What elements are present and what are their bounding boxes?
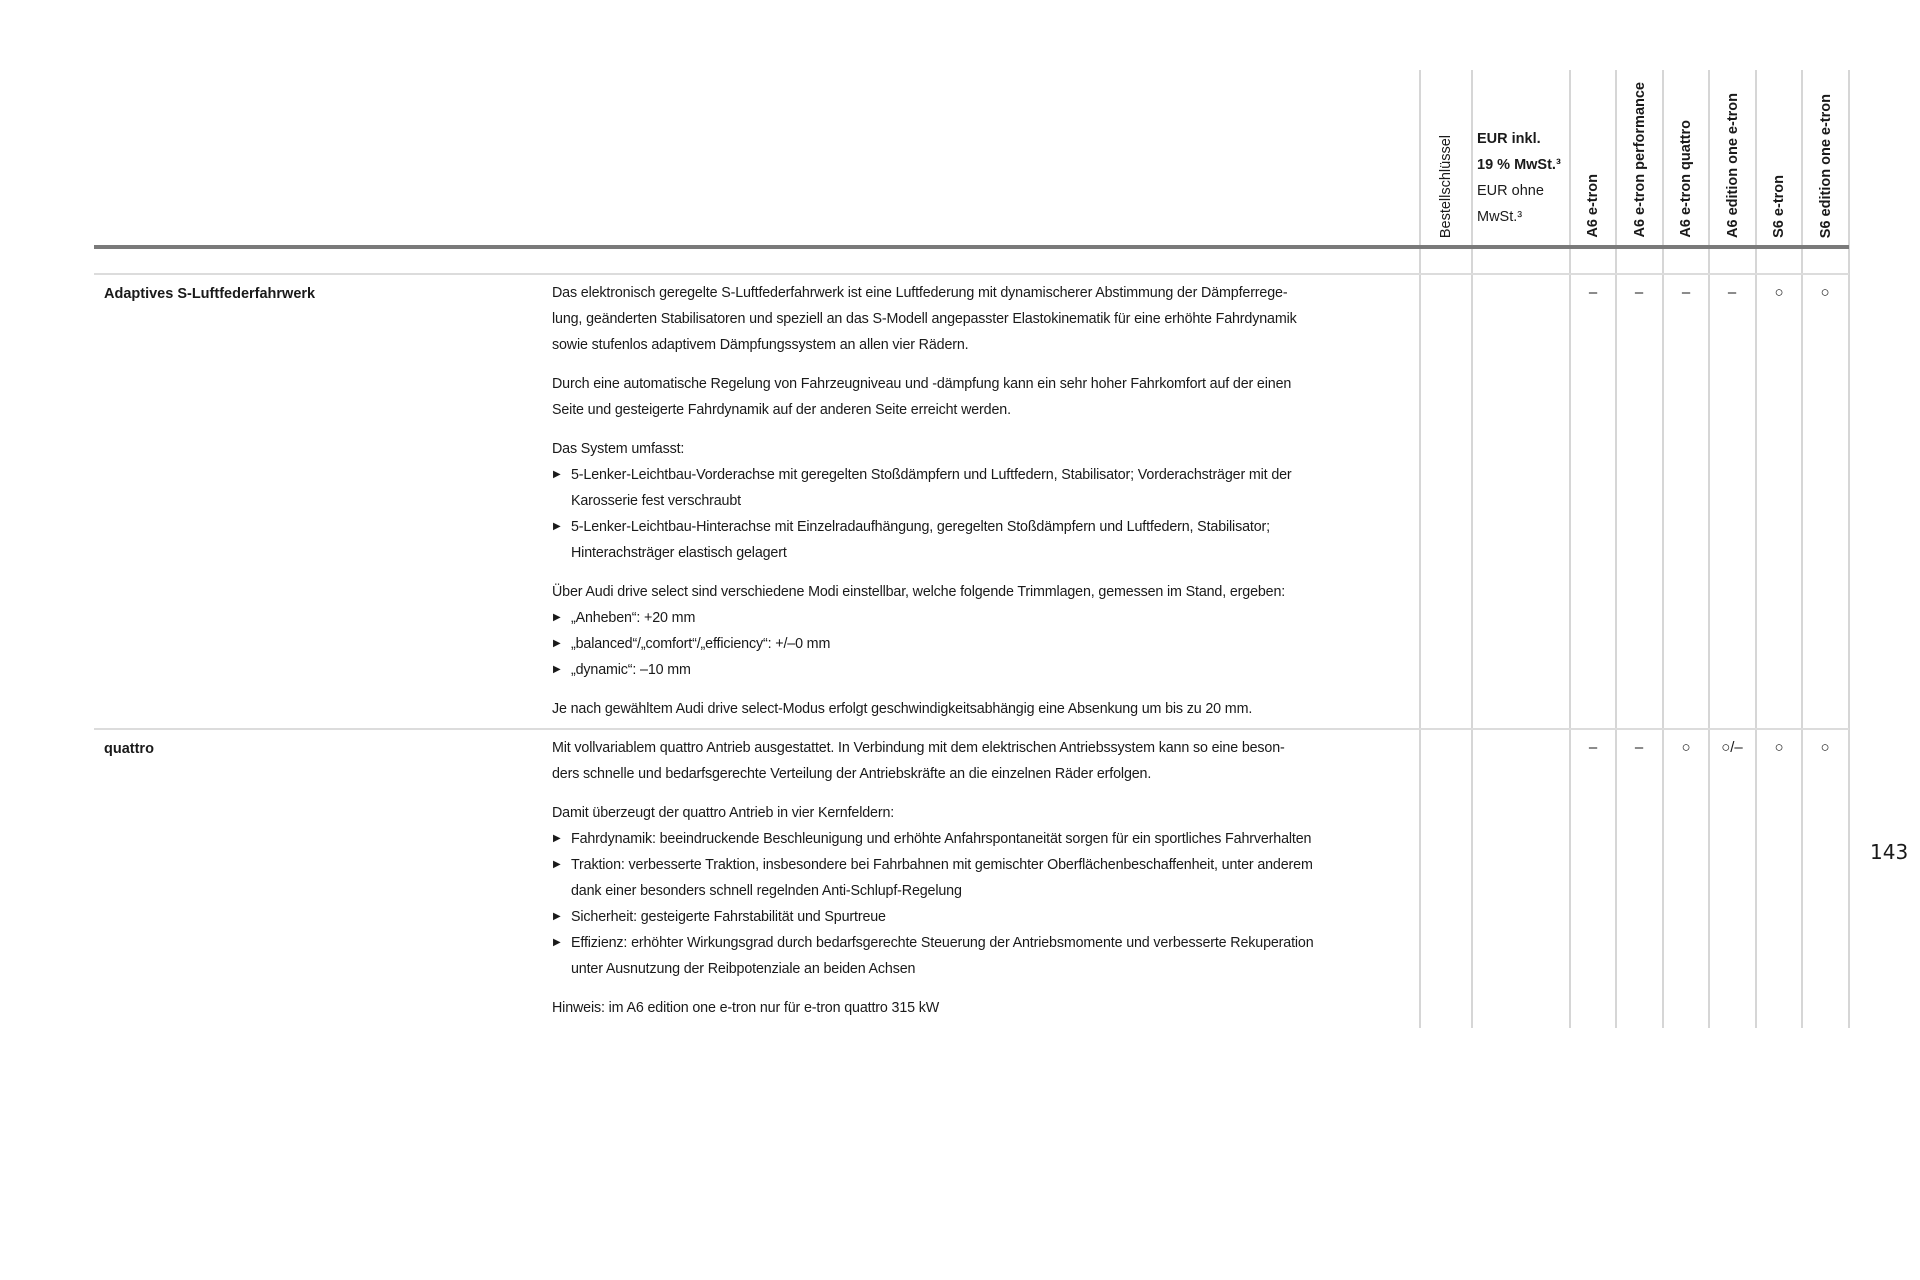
text-line [552, 436, 1412, 462]
availability-mark: ○ [1820, 739, 1830, 756]
header-model-text: A6 e-tron performance [1631, 82, 1648, 238]
price-incl-line2: 19 % MwSt.³ [1477, 157, 1561, 173]
header-model [1570, 60, 1616, 238]
price-incl-line1: EUR inkl. [1477, 131, 1541, 147]
header-model [1663, 60, 1709, 238]
text-line [552, 878, 1412, 904]
paragraph [552, 696, 1412, 722]
text-line [552, 761, 1412, 787]
line-text: „Anheben“: +20 mm [571, 610, 696, 626]
availability-mark: ○ [1774, 739, 1784, 756]
line-text: Fahrdynamik: beeindruckende Beschleunigung und erhöhte Anfahrspontaneität sorgen für ein sportliches Fahrverhalten [571, 831, 1312, 847]
header-model-text: A6 edition one e-tron [1724, 93, 1741, 238]
text-line [552, 306, 1412, 332]
line-text: „balanced“/„comfort“/„efficiency“: +/–0 mm [571, 636, 831, 652]
availability-mark: – [1727, 284, 1737, 301]
price-excl-line1: EUR ohne [1477, 183, 1544, 199]
paragraph [552, 579, 1412, 683]
bullet-item [552, 826, 1412, 852]
text-line [552, 995, 1412, 1021]
line-text: Durch eine automatische Regelung von Fahrzeugniveau und -dämpfung kann ein sehr hoher Fahrkomfort auf der einen [552, 376, 1292, 392]
text-line [552, 735, 1412, 761]
bullet-item [552, 605, 1412, 631]
header-price [1477, 126, 1561, 230]
line-text: sowie stufenlos adaptivem Dämpfungssystem an allen vier Rädern. [552, 337, 969, 353]
paragraph [552, 371, 1412, 423]
availability-mark: – [1634, 739, 1644, 756]
line-text: dank einer besonders schnell regelnden Anti-Schlupf-Regelung [571, 883, 962, 899]
bullet-triangle-icon: ▶ [553, 638, 561, 649]
line-text: Traktion: verbesserte Traktion, insbesondere bei Fahrbahnen mit gemischter Oberflächenbeschaffenheit, unter anderem [571, 857, 1313, 873]
paragraph [552, 735, 1412, 787]
header-model [1802, 60, 1849, 238]
availability-mark: – [1634, 284, 1644, 301]
paragraph [552, 436, 1412, 566]
price-excl-line2: MwSt.³ [1477, 209, 1523, 225]
header-model-text: S6 e-tron [1771, 175, 1787, 238]
header-rule [94, 245, 1849, 249]
availability-mark: ○ [1774, 284, 1784, 301]
page-number: 143 [1870, 840, 1909, 864]
header-order-key-text: Bestellschlüssel [1438, 134, 1454, 238]
header-model-text: S6 edition one e-tron [1817, 93, 1834, 238]
availability-mark: ○ [1820, 284, 1830, 301]
bullet-triangle-icon: ▶ [553, 664, 561, 675]
text-line [552, 397, 1412, 423]
row-description [552, 280, 1412, 735]
bullet-triangle-icon: ▶ [553, 911, 561, 922]
line-text: Hinterachsträger elastisch gelagert [571, 545, 787, 561]
bullet-item [552, 631, 1412, 657]
line-text: Effizienz: erhöhter Wirkungsgrad durch bedarfsgerechte Steuerung der Antriebsmomente und verbesserte Rekuperation [571, 935, 1314, 951]
bullet-item [552, 852, 1412, 878]
availability-mark: ○/– [1721, 739, 1743, 756]
availability-mark: – [1588, 284, 1598, 301]
row-label: quattro [104, 741, 154, 757]
line-text: Mit vollvariablem quattro Antrieb ausgestattet. In Verbindung mit dem elektrischen Antriebssystem kann so eine beson- [552, 740, 1285, 756]
line-text: Je nach gewähltem Audi drive select-Modus erfolgt geschwindigkeitsabhängig eine Absenkung um bis zu 20 mm. [552, 701, 1253, 717]
line-text: 5-Lenker-Leichtbau-Vorderachse mit geregelten Stoßdämpfern und Luftfedern, Stabilisator; Vorderachsträger mit der [571, 467, 1292, 483]
line-text: unter Ausnutzung der Reibpotenziale an beiden Achsen [571, 961, 916, 977]
text-line [552, 540, 1412, 566]
bullet-triangle-icon: ▶ [553, 833, 561, 844]
header-model-text: A6 e-tron quattro [1678, 120, 1694, 238]
text-line [552, 332, 1412, 358]
text-line [552, 488, 1412, 514]
availability-mark: – [1588, 739, 1598, 756]
line-text: ders schnelle und bedarfsgerechte Verteilung der Antriebskräfte an die einzelnen Räder erfolgen. [552, 766, 1152, 782]
bullet-item [552, 657, 1412, 683]
bullet-triangle-icon: ▶ [553, 469, 561, 480]
bullet-item [552, 930, 1412, 956]
text-line [552, 800, 1412, 826]
bullet-item [552, 462, 1412, 488]
bullet-triangle-icon: ▶ [553, 859, 561, 870]
availability-mark: ○ [1681, 739, 1691, 756]
paragraph [552, 280, 1412, 358]
text-line [552, 696, 1412, 722]
header-model [1709, 60, 1756, 238]
availability-mark: – [1681, 284, 1691, 301]
bullet-triangle-icon: ▶ [553, 612, 561, 623]
line-text: lung, geänderten Stabilisatoren und speziell an das S-Modell angepasster Elastokinematik für eine erhöhte Fahrdynamik [552, 311, 1297, 327]
row-label: Adaptives S-Luftfederfahrwerk [104, 286, 316, 302]
text-line [552, 371, 1412, 397]
text-line [552, 579, 1412, 605]
header-model [1756, 60, 1802, 238]
bullet-item [552, 904, 1412, 930]
line-text: Das elektronisch geregelte S-Luftfederfahrwerk ist eine Luftfederung mit dynamischerer Abstimmung der Dämpferrege- [552, 285, 1288, 301]
text-line [552, 956, 1412, 982]
line-text: Damit überzeugt der quattro Antrieb in vier Kernfeldern: [552, 805, 895, 821]
paragraph [552, 800, 1412, 982]
line-text: 5-Lenker-Leichtbau-Hinterachse mit Einzelradaufhängung, geregelten Stoßdämpfern und Luftfedern, Stabilisator; [571, 519, 1270, 535]
text-line [552, 280, 1412, 306]
row-description [552, 735, 1412, 1034]
line-text: Das System umfasst: [552, 441, 685, 457]
line-text: Sicherheit: gesteigerte Fahrstabilität und Spurtreue [571, 909, 886, 925]
line-text: Karosserie fest verschraubt [571, 493, 741, 509]
header-model [1616, 60, 1663, 238]
row-divider [94, 273, 1849, 275]
line-text: Über Audi drive select sind verschiedene Modi einstellbar, welche folgende Trimmlagen, gemessen im Stand, ergeben: [552, 584, 1286, 600]
header-order-key [1420, 60, 1472, 238]
line-text: Hinweis: im A6 edition one e-tron nur für e-tron quattro 315 kW [552, 1000, 940, 1016]
bullet-item [552, 514, 1412, 540]
line-text: „dynamic“: –10 mm [571, 662, 691, 678]
bullet-triangle-icon: ▶ [553, 937, 561, 948]
header-model-text: A6 e-tron [1585, 174, 1601, 238]
bullet-triangle-icon: ▶ [553, 521, 561, 532]
paragraph [552, 995, 1412, 1021]
line-text: Seite und gesteigerte Fahrdynamik auf der anderen Seite erreicht werden. [552, 402, 1011, 418]
